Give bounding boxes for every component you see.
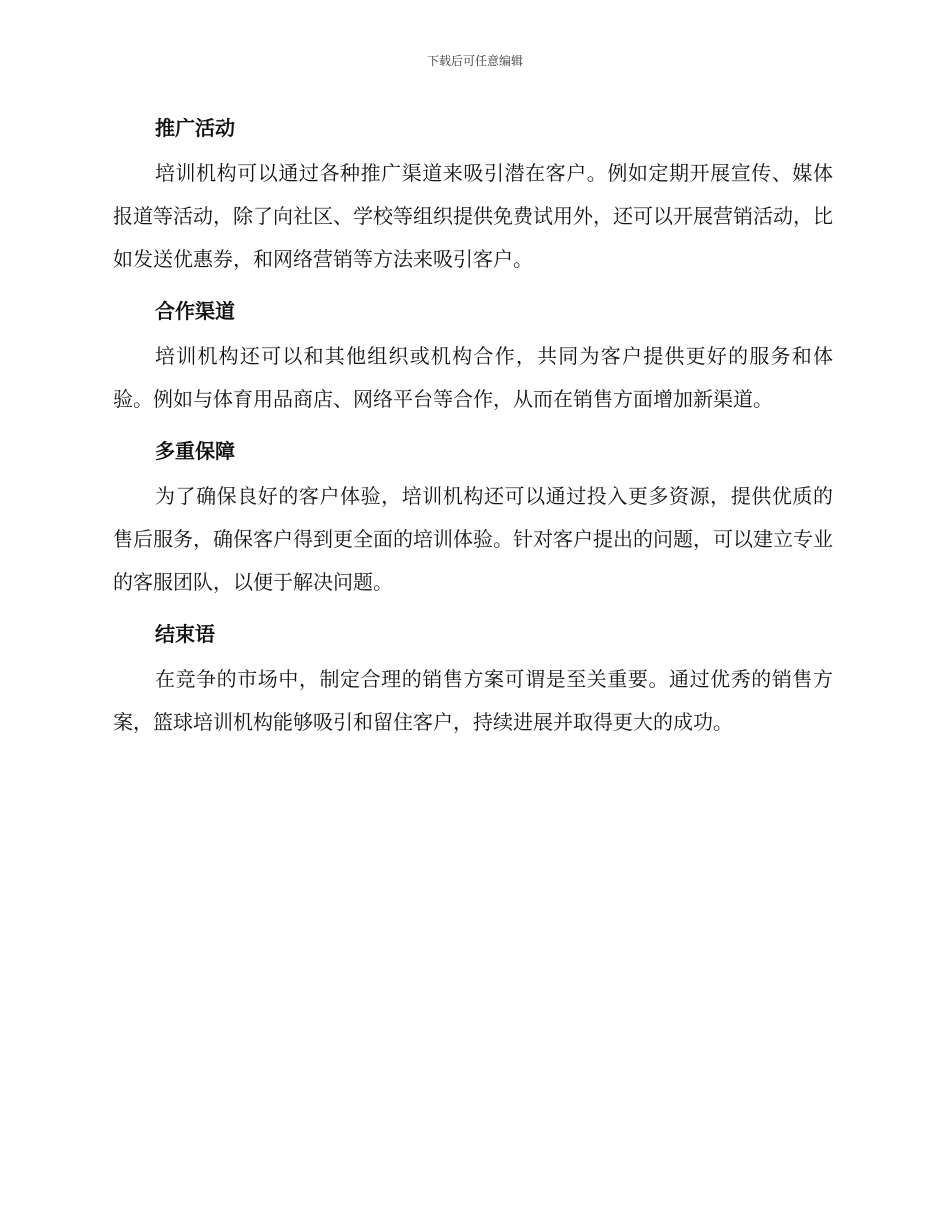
section-cooperation bbox=[113, 291, 833, 421]
section-promotion bbox=[113, 108, 833, 281]
section-paragraph: 在竞争的市场中，制定合理的销售方案可谓是至关重要。通过优秀的销售方案，篮球培训机构能够吸引和留住客户，持续进展并取得更大的成功。 bbox=[113, 667, 833, 734]
section-heading: 多重保障 bbox=[155, 439, 235, 463]
section-heading: 合作渠道 bbox=[155, 299, 235, 323]
section-guarantee bbox=[113, 431, 833, 604]
section-paragraph: 为了确保良好的客户体验，培训机构还可以通过投入更多资源，提供优质的售后服务，确保客户得到更全面的培训体验。针对客户提出的问题，可以建立专业的客服团队，以便于解决问题。 bbox=[113, 484, 833, 594]
section-paragraph: 培训机构可以通过各种推广渠道来吸引潜在客户。例如定期开展宣传、媒体报道等活动，除了向社区、学校等组织提供免费试用外，还可以开展营销活动，比如发送优惠券，和网络营销等方法来吸引客户。 bbox=[113, 161, 833, 271]
section-heading: 结束语 bbox=[155, 622, 215, 646]
document-content bbox=[113, 108, 833, 754]
section-conclusion bbox=[113, 614, 833, 744]
section-heading: 推广活动 bbox=[155, 116, 235, 140]
page-header-note: 下载后可任意编辑 bbox=[426, 54, 523, 68]
section-paragraph: 培训机构还可以和其他组织或机构合作，共同为客户提供更好的服务和体验。例如与体育用品商店、网络平台等合作，从而在销售方面增加新渠道。 bbox=[113, 344, 833, 411]
